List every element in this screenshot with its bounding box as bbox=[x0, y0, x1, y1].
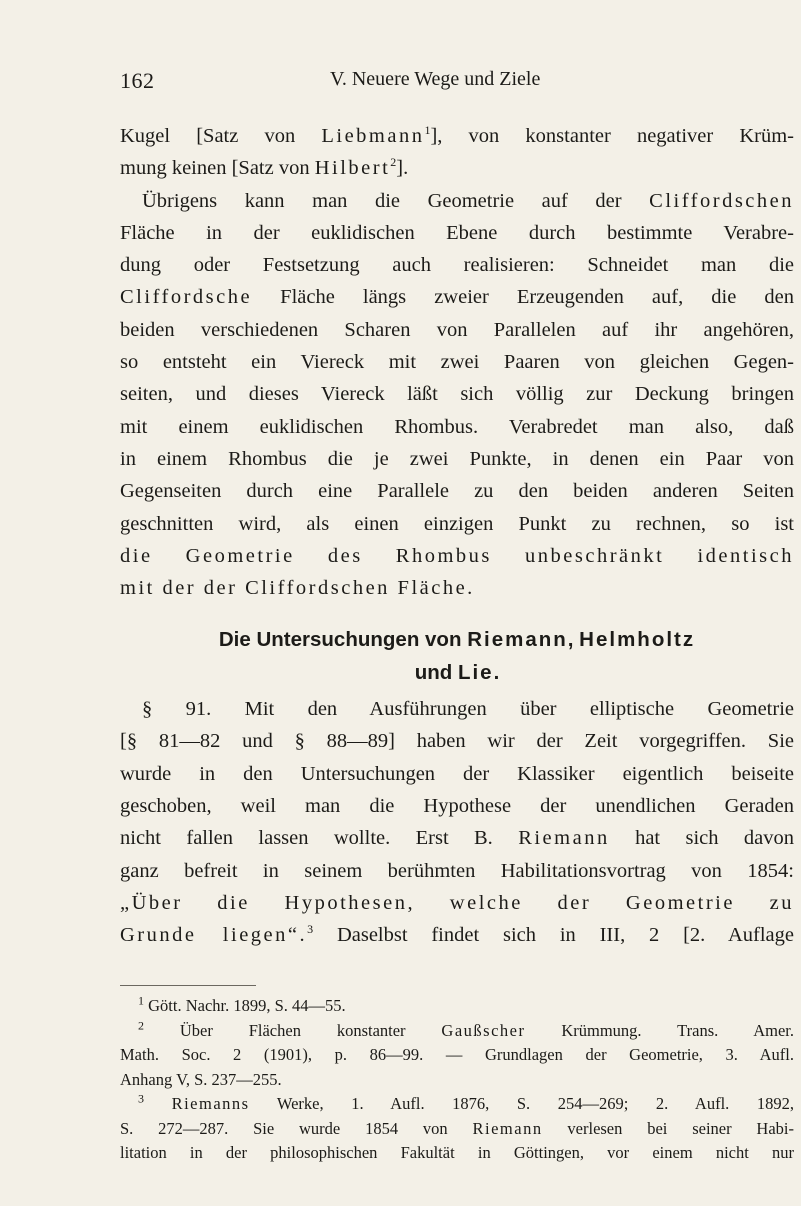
text-line: § 91. Mit den Ausführungen über elliptische Geometrie bbox=[142, 698, 794, 721]
text-line: geschoben, weil man die Hypothese der unendlichen Geraden bbox=[120, 794, 794, 817]
footnote-2: $^2$ Über Flächen konstanter Gaußscher Krümmung. Trans. Amer. bbox=[138, 1018, 794, 1040]
footnote-3-line: S. 272—287. Sie wurde 1854 von Riemann verlesen bei seiner Habi- bbox=[120, 1118, 795, 1138]
footnote-3: $^3$ Riemanns Werke, 1. Aufl. 1876, S. 254—269; 2. Aufl. 1892, bbox=[138, 1091, 794, 1113]
text-line: mung keinen [Satz von Hilbert$^2$]. bbox=[120, 155, 409, 180]
section-heading-line2: und Lie. bbox=[414, 660, 500, 684]
footnote-2-line: Math. Soc. 2 (1901), p. 86—99. — Grundlagen der Geometrie, 3. Aufl. bbox=[120, 1045, 794, 1064]
text-line: beiden verschiedenen Scharen von Parallelen auf ihr angehören, bbox=[120, 318, 794, 341]
author-name: Liebmann bbox=[321, 125, 425, 147]
footnote-1: $^1$ Gött. Nachr. 1899, S. 44—55. bbox=[138, 993, 346, 1015]
author-name: Cliffordsche bbox=[120, 286, 253, 309]
text-line: Kugel [Satz von Liebmann$^1$], von konstanter negativer Krüm- bbox=[120, 123, 794, 147]
text-line: dung oder Festsetzung auch realisieren: Schneidet man die bbox=[120, 254, 794, 277]
text-line: [§ 81—82 und § 88—89] haben wir der Zeit vorgegriffen. Sie bbox=[120, 730, 794, 753]
text-line: mit der der Cliffordschen Fläche. bbox=[120, 577, 475, 600]
text-line: wurde in den Untersuchungen der Klassiker eigentlich beiseite bbox=[120, 762, 794, 785]
text-line: Fläche in der euklidischen Ebene durch bestimmte Verabre- bbox=[120, 221, 794, 244]
footnotes bbox=[120, 994, 794, 1166]
text-line: so entsteht ein Viereck mit zwei Paaren von gleichen Gegen- bbox=[120, 351, 794, 374]
text-line: ganz befreit in seinem berühmten Habilitationsvortrag von 1854: bbox=[120, 859, 794, 882]
text-line: Grunde liegen“.$^3$ Daselbst findet sich in III, 2 [2. Auflage bbox=[120, 922, 794, 947]
text-line: Cliffordsche Fläche längs zweier Erzeugenden auf, die den bbox=[120, 286, 794, 309]
author-name: Riemann bbox=[518, 827, 610, 850]
author-name: Cliffordschen bbox=[649, 189, 794, 212]
text-line: „Über die Hypothesen, welche der Geometrie zu bbox=[120, 891, 794, 914]
footnote-ref: 1 bbox=[424, 123, 431, 138]
text-line: Übrigens kann man die Geometrie auf der Cliffordschen bbox=[142, 189, 794, 212]
footnote-3-line: litation in der philosophischen Fakultät in Göttingen, vor einem nicht nur bbox=[120, 1143, 794, 1162]
text-line: die Geometrie des Rhombus unbeschränkt identisch bbox=[120, 544, 794, 567]
footnote-rule bbox=[120, 985, 256, 986]
footnote-ref: 3 bbox=[307, 922, 314, 937]
text-line: in einem Rhombus die je zwei Punkte, in denen ein Paar von bbox=[120, 447, 794, 470]
footnote-ref: 2 bbox=[390, 155, 397, 170]
text-line: seiten, und dieses Viereck läßt sich völlig zur Deckung bringen bbox=[120, 383, 794, 406]
author-name: Hilbert bbox=[314, 157, 391, 180]
text-line: nicht fallen lassen wollte. Erst B. Riemann hat sich davon bbox=[120, 827, 794, 850]
page-number: 162 bbox=[120, 68, 155, 93]
text-line: geschnitten wird, als einen einzigen Punkt zu rechnen, so ist bbox=[120, 512, 794, 535]
running-head bbox=[120, 68, 720, 98]
chapter-title: V. Neuere Wege und Ziele bbox=[330, 68, 541, 90]
body-text bbox=[120, 120, 794, 951]
text-line: Gegenseiten durch eine Parallele zu den beiden anderen Seiten bbox=[120, 480, 794, 503]
text-line: mit einem euklidischen Rhombus. Verabredet man also, daß bbox=[120, 415, 794, 438]
section-heading: Die Untersuchungen von Riemann, Helmholtz bbox=[218, 628, 696, 652]
footnote-2-line: Anhang V, S. 237—255. bbox=[120, 1069, 282, 1089]
